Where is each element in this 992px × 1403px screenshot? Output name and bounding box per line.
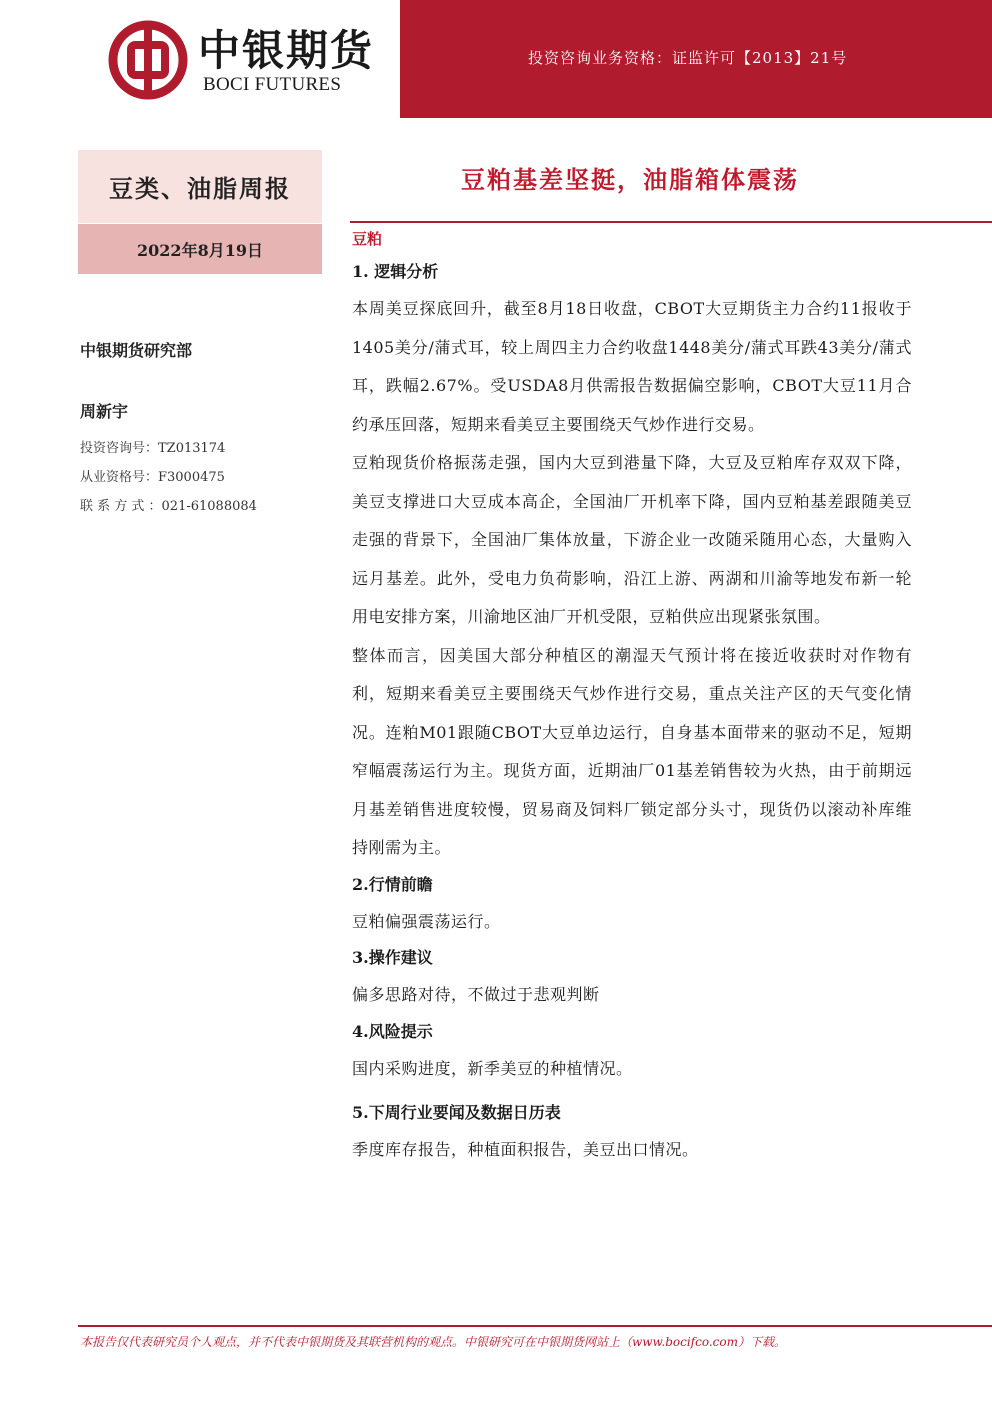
section-label: 豆粕 xyxy=(352,230,383,248)
report-type: 豆类、油脂周报 xyxy=(109,174,291,203)
heading-logic-analysis: 1. 逻辑分析 xyxy=(352,262,439,281)
paragraph-outlook: 豆粕偏强震荡运行。 xyxy=(352,911,501,931)
heading-outlook: 2.行情前瞻 xyxy=(352,874,433,894)
heading-suggestion: 3.操作建议 xyxy=(352,948,433,967)
sidebar-info xyxy=(80,338,330,521)
qualification-number: 从业资格号：F3000475 xyxy=(80,470,225,485)
main-content xyxy=(352,228,912,1170)
contact-phone: 联 系 方 式 ：021-61088084 xyxy=(80,499,257,514)
paragraph-calendar: 季度库存报告，种植面积报告，美豆出口情况。 xyxy=(352,1140,699,1159)
license-text: 投资咨询业务资格：证监许可【2013】21号 xyxy=(528,49,848,67)
boc-logo-icon xyxy=(108,20,188,100)
title-divider xyxy=(350,221,992,223)
report-type-box xyxy=(78,150,322,223)
consult-number: 投资咨询号：TZ013174 xyxy=(80,441,226,456)
heading-risk: 4.风险提示 xyxy=(352,1021,433,1041)
paragraph-risk: 国内采购进度，新季美豆的种植情况。 xyxy=(352,1058,633,1078)
paragraph-3: 整体而言，因美国大部分种植区的潮湿天气预计将在接近收获时对作物有利，短期来看美豆主要围绕天气炒作进行交易，重点关注产区的天气变化情况。连粕M01跟随CBOT大豆单边运行，自身基本面带来的驱动不足，短期窄幅震荡运行为主。现货方面，近期油厂01基差销售较为火热，由于前期远月基差销售进度较慢，贸易商及饲料厂锁定部分头寸，现货仍以滚动补库维持刚需为主。 xyxy=(352,645,912,857)
logo-text-cn: 中银期货 xyxy=(198,26,375,75)
disclaimer: 本报告仅代表研究员个人观点，并不代表中银期货及其联营机构的观点。中银研究可在中银期货网站上（www.bocifco.com）下载。 xyxy=(80,1335,786,1349)
paragraph-1: 本周美豆探底回升，截至8月18日收盘，CBOT大豆期货主力合约11报收于1405美分/蒲式耳，较上周四主力合约收盘1448美分/蒲式耳跌43美分/蒲式耳，跌幅2.67%。受USDA8月供需报告数据偏空影响，CBOT大豆11月合约承压回落，短期来看美豆主要围绕天气炒作进行交易。 xyxy=(352,299,912,434)
report-date: 2022年8月19日 xyxy=(137,240,263,260)
department: 中银期货研究部 xyxy=(80,341,193,360)
page-title: 豆粕基差坚挺，油脂箱体震荡 xyxy=(461,165,799,194)
date-box xyxy=(78,224,322,274)
heading-calendar: 5.下周行业要闻及数据日历表 xyxy=(352,1103,561,1122)
footer-divider xyxy=(78,1325,992,1327)
author-name: 周新宇 xyxy=(80,402,129,421)
paragraph-2: 豆粕现货价格振荡走强，国内大豆到港量下降，大豆及豆粕库存双双下降，美豆支撑进口大豆成本高企，全国油厂开机率下降，国内豆粕基差跟随美豆走强的背景下，全国油厂集体放量，下游企业一改随采随用心态，大量购入远月基差。此外，受电力负荷影响，沿江上游、两湖和川渝等地发布新一轮用电安排方案，川渝地区油厂开机受限，豆粕供应出现紧张氛围。 xyxy=(352,453,912,626)
logo-text-en: BOCI FUTURES xyxy=(203,74,342,95)
paragraph-suggestion: 偏多思路对待，不做过于悲观判断 xyxy=(352,985,600,1004)
